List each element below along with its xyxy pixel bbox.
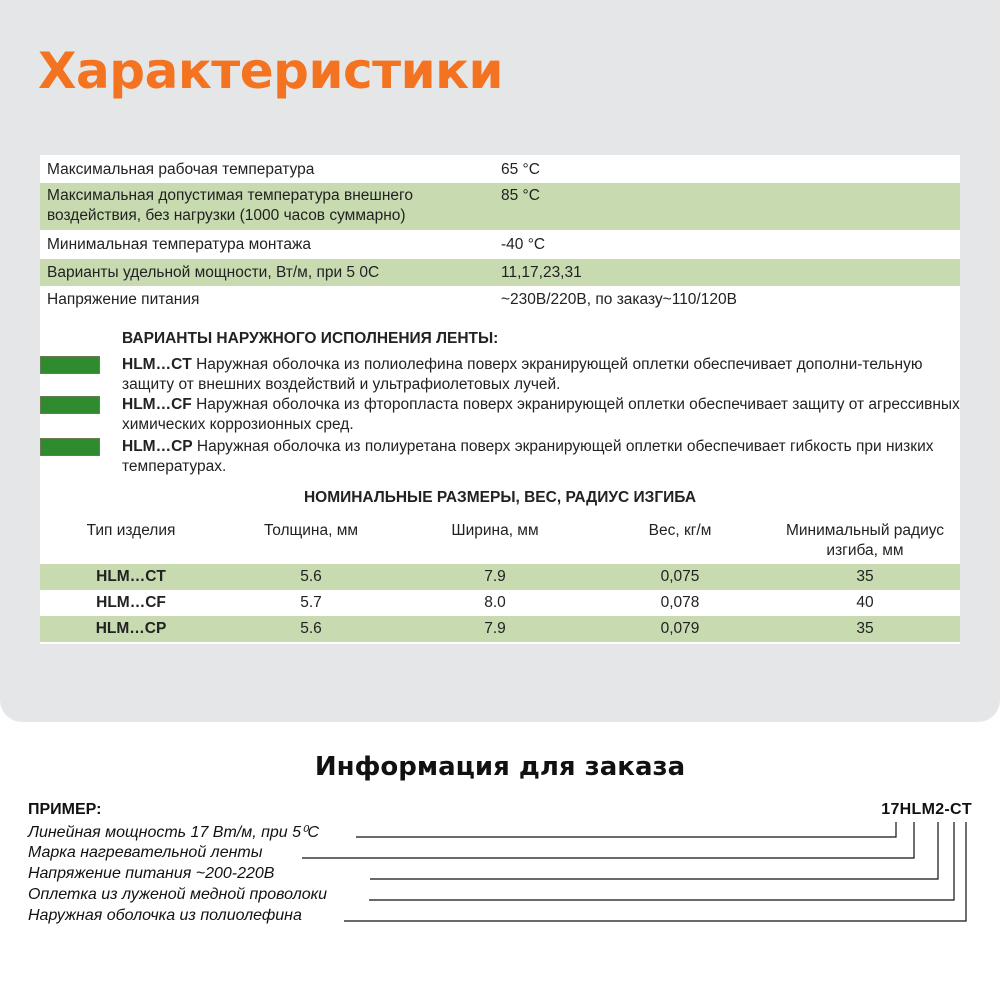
order-line-power: Линейная мощность 17 Вт/м, при 5⁰С [28,824,319,841]
table-cell: HLM…CF [96,594,166,611]
variants-title: ВАРИАНТЫ НАРУЖНОГО ИСПОЛНЕНИЯ ЛЕНТЫ: [122,330,499,347]
column-header: Ширина, мм [451,522,539,539]
connector-line [370,822,938,879]
order-info-title: Информация для заказа [314,752,686,782]
table-cell: 0,078 [660,594,700,611]
spec-label: Варианты удельной мощности, Вт/м, при 5 0С [47,263,380,281]
order-line-brand: Марка нагревательной ленты [28,844,263,861]
order-line-voltage: Напряжение питания ~200-220В [28,865,275,882]
column-header: Вес, кг/м [648,522,712,539]
table-cell: HLM…CT [96,568,166,585]
table-cell: 5.6 [300,568,322,585]
variant-code: HLM…CF [122,396,192,413]
connector-line [356,822,896,837]
example-code: 17HLM2-CT [881,801,972,818]
table-cell: 5.6 [300,620,322,637]
spec-value: ~230В/220В, по заказу~110/120В [501,290,737,308]
spec-value: 85 °С [501,187,540,204]
table-cell: 7.9 [484,568,506,585]
column-header: Толщина, мм [263,522,359,539]
table-cell: 8.0 [484,594,506,611]
table-cell: 5.7 [300,594,322,611]
spec-label: Максимальная рабочая температура [47,161,315,178]
connector-line [302,822,914,858]
variant-text: Наружная оболочка из полиолефина поверх экранирующей оплетки обеспечивает дополни-тельную защиту от внешних воздействий и ультрафиолетовых лучей. [122,356,923,393]
spec-label: Напряжение питания [47,290,200,308]
table-cell: 0,075 [660,568,700,585]
table-cell: 7.9 [484,620,506,637]
spec-value: 65 °С [501,161,540,178]
variant-code: HLM…CT [122,356,192,373]
spec-label: Максимальная допустимая температура внешнего воздействия, без нагрузки (1000 часов суммарно) [47,187,413,224]
column-header: Тип изделия [86,522,176,539]
order-line-jacket: Наружная оболочка из полиолефина [28,907,302,924]
variant-code: HLM…CP [122,438,193,455]
spec-value: -40 °С [501,235,546,253]
table-cell: 35 [856,620,874,637]
table-cell: 35 [856,568,874,585]
table-cell: 40 [856,594,874,611]
variant-text: Наружная оболочка из фторопласта поверх экранирующей оплетки обеспечивает защиту от агрессивных химических коррозионных сред. [122,396,960,433]
column-header: Минимальный радиус изгиба, мм [785,522,945,559]
dimensions-title: НОМИНАЛЬНЫЕ РАЗМЕРЫ, ВЕС, РАДИУС ИЗГИБА [303,489,697,506]
table-cell: HLM…CP [95,620,167,637]
table-cell: 0,079 [660,620,700,637]
variant-text: Наружная оболочка из полиуретана поверх экранирующей оплетки обеспечивает гибкость при низких температурах. [122,438,934,475]
page-title: Характеристики [38,42,504,100]
example-label: ПРИМЕР: [28,801,102,818]
order-line-braid: Оплетка из луженой медной проволоки [28,886,328,903]
spec-value: 11,17,23,31 [501,263,582,281]
connector-line [369,822,954,900]
spec-label: Минимальная температура монтажа [47,235,311,253]
